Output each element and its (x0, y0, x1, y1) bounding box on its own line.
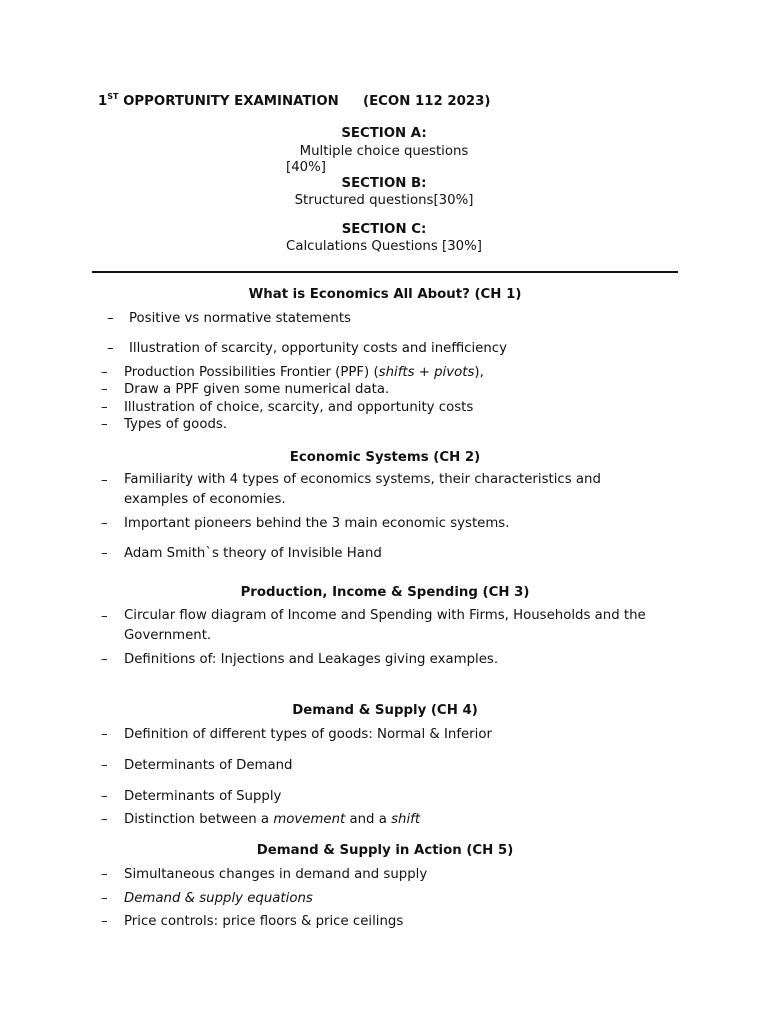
ch1-item-3-em: shifts + pivots (378, 365, 475, 380)
bullet-dash: – (101, 382, 108, 397)
bullet-dash: – (101, 400, 108, 415)
ch3-heading: Production, Income & Spending (CH 3) (240, 585, 530, 600)
ch2-heading: Economic Systems (CH 2) (289, 450, 481, 465)
ch1-item-1: Positive vs normative statements (129, 311, 351, 326)
bullet-dash: – (101, 914, 108, 929)
exam-title (98, 94, 339, 109)
ch1-heading: What is Economics All About? (CH 1) (248, 287, 522, 302)
ch3-item-1: Circular flow diagram of Income and Spending with Firms, Households and the Government. (124, 608, 646, 643)
ch2-item-3: Adam Smith`s theory of Invisible Hand (124, 546, 382, 561)
ch4-item-4-em2: shift (391, 812, 421, 827)
bullet-dash: – (107, 311, 114, 326)
ch4-item-2: Determinants of Demand (124, 758, 293, 773)
ch4-item-4-em1: movement (273, 812, 346, 827)
ch4-item-3: Determinants of Supply (124, 789, 282, 804)
bullet-dash: – (101, 473, 108, 488)
ch1-item-2: Illustration of scarcity, opportunity costs and inefficiency (129, 341, 507, 356)
ch5-item-1: Simultaneous changes in demand and supply (124, 867, 428, 882)
bullet-dash: – (101, 789, 108, 804)
ch5-item-2: Demand & supply equations (124, 891, 313, 906)
ch1-item-6: Types of goods. (124, 417, 228, 432)
ch2-item-2: Important pioneers behind the 3 main economic systems. (124, 516, 510, 531)
ch2-item-1: Familiarity with 4 types of economics systems, their characteristics and examples of economies. (124, 472, 601, 507)
bullet-dash: – (101, 812, 108, 827)
ch1-item-3-pre: Production Possibilities Frontier (PPF) ( (124, 365, 379, 380)
section-c-desc: Calculations Questions [30%] (286, 239, 482, 254)
ch4-heading: Demand & Supply (CH 4) (292, 703, 478, 718)
ch4-item-4-mid: and a (345, 812, 392, 827)
section-c-title: SECTION C: (341, 222, 427, 237)
bullet-dash: – (101, 727, 108, 742)
exam-title-text: OPPORTUNITY EXAMINATION (123, 94, 339, 109)
bullet-dash: – (101, 652, 108, 667)
bullet-dash: – (101, 609, 108, 624)
ch1-item-3 (124, 365, 484, 380)
ch1-item-3-post: ), (474, 365, 484, 380)
ch5-heading: Demand & Supply in Action (CH 5) (256, 843, 514, 858)
section-a-title: SECTION A: (341, 126, 427, 141)
course-code: (ECON 112 2023) (363, 94, 491, 109)
bullet-dash: – (101, 417, 108, 432)
bullet-dash: – (101, 546, 108, 561)
bullet-dash: – (101, 867, 108, 882)
section-b-desc: Structured questions[30%] (294, 193, 474, 208)
section-a-weight: [40%] (286, 160, 326, 175)
bullet-dash: – (101, 891, 108, 906)
divider-rule (92, 271, 678, 273)
ch1-item-5: Illustration of choice, scarcity, and opportunity costs (124, 400, 474, 415)
ch4-item-1: Definition of different types of goods: Normal & Inferior (124, 727, 492, 742)
exam-ordinal: 1 (98, 94, 108, 109)
ch5-item-3: Price controls: price floors & price ceilings (124, 914, 404, 929)
exam-ordinal-suffix: ST (107, 92, 119, 101)
ch3-item-2: Definitions of: Injections and Leakages giving examples. (124, 652, 499, 667)
bullet-dash: – (107, 341, 114, 356)
ch1-item-4: Draw a PPF given some numerical data. (124, 382, 390, 397)
ch4-item-4-pre: Distinction between a (124, 812, 274, 827)
bullet-dash: – (101, 365, 108, 380)
section-b-title: SECTION B: (341, 176, 427, 191)
bullet-dash: – (101, 516, 108, 531)
bullet-dash: – (101, 758, 108, 773)
section-a-desc: Multiple choice questions (299, 144, 469, 159)
ch4-item-4 (124, 812, 420, 827)
